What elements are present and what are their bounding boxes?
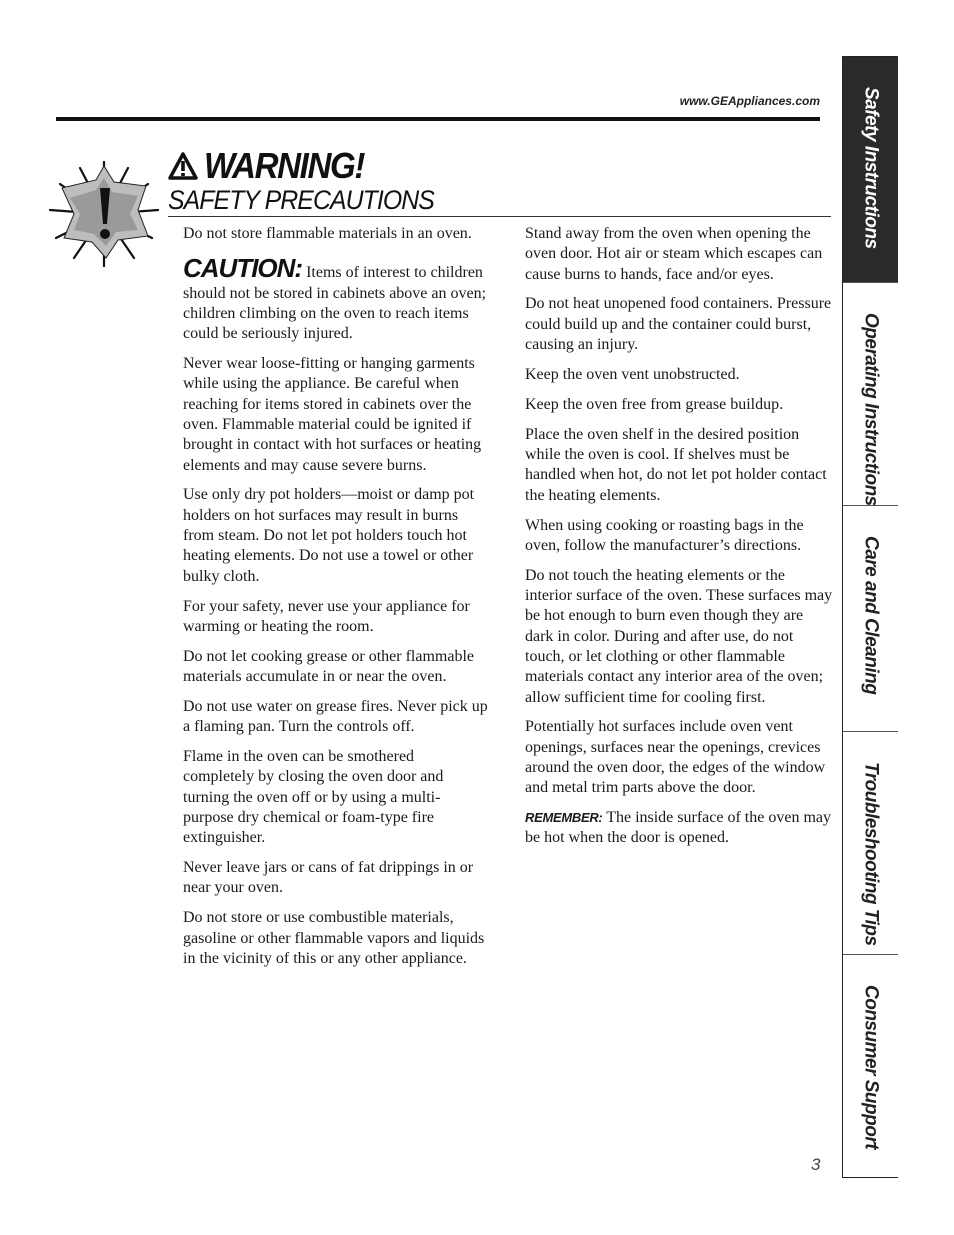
warning-row: [168, 144, 457, 188]
paragraph: Do not let cooking grease or other flammable materials accumulate in or near the oven.: [183, 647, 475, 686]
section-tabs: [842, 56, 898, 1178]
page-number: 3: [811, 1155, 821, 1174]
paragraph: Use only dry pot holders—moist or damp pot holders on hot surfaces may result in burns from steam. Do not let pot holders touch hot heating elements. Do not use a towel or other bulky cloth.: [183, 486, 475, 585]
paragraph: Do not heat unopened food containers. Pressure could build up and the container could burst, causing an injury.: [525, 295, 832, 354]
tab-label: Troubleshooting Tips: [860, 761, 882, 946]
paragraph: Stand away from the oven when opening the oven door. Hot air or steam which escapes can cause burns to hands, face and/or eyes.: [525, 225, 823, 283]
website-url: www.GEAppliances.com: [679, 94, 820, 108]
left-column: [183, 224, 489, 979]
paragraph: Never leave jars or cans of fat drippings in or near your oven.: [183, 859, 474, 897]
paragraph: Keep the oven vent unobstructed.: [525, 365, 740, 383]
paragraph: Keep the oven free from grease buildup.: [525, 395, 784, 413]
tab-label: Consumer Support: [860, 985, 882, 1150]
caution-text: Items of interest to children should not be stored in cabinets above an oven; children climbing on the oven to reach items could be seriously injured.: [183, 264, 487, 343]
paragraph: Do not touch the heating elements or the interior surface of the oven. These surfaces may be hot enough to burn even though they are dark in color. During and after use, do not touch, or let clothing or other flammable materials contact any interior area of the oven; allow sufficient time for cooling first.: [525, 566, 833, 706]
paragraph: Place the oven shelf in the desired position while the oven is cool. If shelves must be handled when hot, do not let pot holder contact the heating elements.: [525, 425, 827, 504]
caution-label: CAUTION:: [183, 253, 303, 284]
safety-precautions-subtitle: SAFETY PRECAUTIONS: [168, 185, 434, 215]
tab-operating-instructions[interactable]: [843, 283, 898, 507]
title-block: [168, 144, 457, 214]
right-column: [525, 224, 835, 858]
tab-label: Operating Instructions: [860, 312, 882, 506]
exclamation-burst-icon: [44, 158, 164, 270]
warning-heading: WARNING!: [204, 145, 365, 186]
remember-label: REMEMBER:: [525, 810, 603, 826]
tab-troubleshooting-tips[interactable]: [843, 732, 898, 956]
paragraph: When using cooking or roasting bags in the oven, follow the manufacturer’s directions.: [525, 516, 804, 554]
remember-text: The inside surface of the oven may be hot when the door is opened.: [525, 809, 831, 847]
paragraph: Do not store flammable materials in an oven.: [183, 225, 472, 242]
header-rule: [168, 216, 831, 217]
warning-triangle-icon: [168, 152, 198, 180]
paragraph: Potentially hot surfaces include oven vent openings, surfaces near the openings, crevices around the oven door, the edges of the window and metal trim parts above the door.: [525, 718, 826, 797]
remember-paragraph: [525, 808, 835, 849]
paragraph: Flame in the oven can be smothered completely by closing the oven door and turning the oven off or by using a multi-purpose dry chemical or foam-type fire extinguisher.: [183, 748, 444, 847]
tab-care-and-cleaning[interactable]: [843, 506, 898, 732]
paragraph: Do not use water on grease fires. Never pick up a flaming pan. Turn the controls off.: [183, 697, 488, 736]
paragraph: For your safety, never use your appliance for warming or heating the room.: [183, 597, 470, 635]
paragraph: Do not store or use combustible materials, gasoline or other flammable vapors and liquids in the vicinity of this or any other appliance.: [183, 909, 485, 967]
caution-paragraph: [183, 253, 489, 344]
tab-consumer-support[interactable]: [843, 955, 898, 1177]
top-rule: [56, 117, 820, 121]
tab-label: Safety Instructions: [860, 87, 882, 249]
paragraph: Never wear loose-fitting or hanging garments while using the appliance. Be careful when reaching for items stored in cabinets over the oven. Flammable material could be ignited if brought in contact with hot surfaces or heating elements and may cause severe burns.: [183, 355, 482, 474]
tab-label: Care and Cleaning: [860, 536, 882, 695]
tab-safety-instructions[interactable]: [843, 57, 898, 283]
